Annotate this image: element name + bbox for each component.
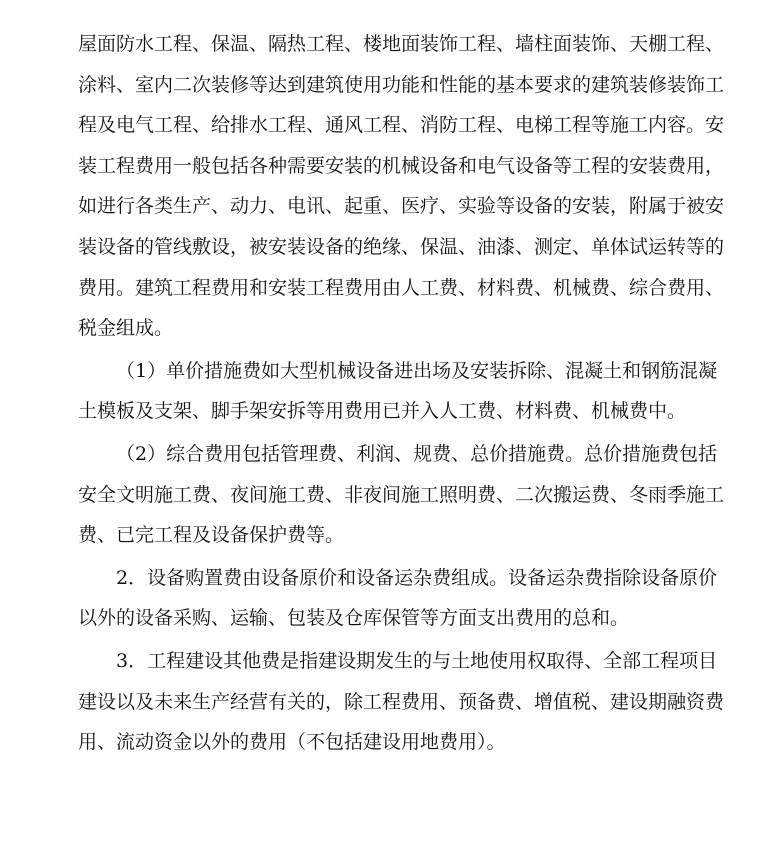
text-line: （1）单价措施费如大型机械设备进出场及安装拆除、混凝土和钢筋混凝 (116, 359, 718, 382)
text-line: 程及电气工程、给排水工程、通风工程、消防工程、电梯工程等施工内容。安 (78, 114, 725, 137)
text-line: 3．工程建设其他费是指建设期发生的与土地使用权取得、全部工程项目 (116, 649, 718, 672)
paragraph-unit-measures (78, 351, 718, 432)
text-line: 装设备的管线敷设，被安装设备的绝缘、保温、油漆、测定、单体试运转等的 (78, 235, 725, 258)
text-line: 安全文明施工费、夜间施工费、非夜间施工照明费、二次搬运费、冬雨季施工 (78, 483, 725, 506)
paragraph-installation-costs (78, 24, 725, 349)
paragraph-equipment-purchase (78, 558, 718, 639)
text-line: 费用。建筑工程费用和安装工程费用由人工费、材料费、机械费、综合费用、 (78, 276, 725, 299)
text-line: 如进行各类生产、动力、电讯、起重、医疗、实验等设备的安装，附属于被安 (78, 195, 725, 218)
text-line: 建设以及未来生产经营有关的，除工程费用、预备费、增值税、建设期融资费 (78, 690, 725, 713)
text-line: 税金组成。 (78, 317, 174, 340)
text-line: 用、流动资金以外的费用（不包括建设用地费用）。 (78, 731, 506, 754)
text-line: 以外的设备采购、运输、包装及仓库保管等方面支出费用的总和。 (78, 607, 630, 630)
text-line: （2）综合费用包括管理费、利润、规费、总价措施费。总价措施费包括 (116, 442, 718, 465)
text-line: 屋面防水工程、保温、隔热工程、楼地面装饰工程、墙柱面装饰、天棚工程、 (78, 33, 725, 55)
paragraph-comprehensive-costs (78, 434, 725, 556)
text-line: 土模板及支架、脚手架安拆等用费用已并入人工费、材料费、机械费中。 (78, 400, 687, 423)
paragraph-other-construction-costs (78, 641, 725, 763)
text-line: 费、已完工程及设备保护费等。 (78, 524, 345, 547)
text-line: 2．设备购置费由设备原价和设备运杂费组成。设备运杂费指除设备原价 (116, 566, 718, 589)
text-line: 涂料、室内二次装修等达到建筑使用功能和性能的基本要求的建筑装修装饰工 (78, 73, 725, 96)
text-line: 装工程费用一般包括各种需要安装的机械设备和电气设备等工程的安装费用， (78, 154, 725, 177)
document-body (78, 24, 725, 763)
